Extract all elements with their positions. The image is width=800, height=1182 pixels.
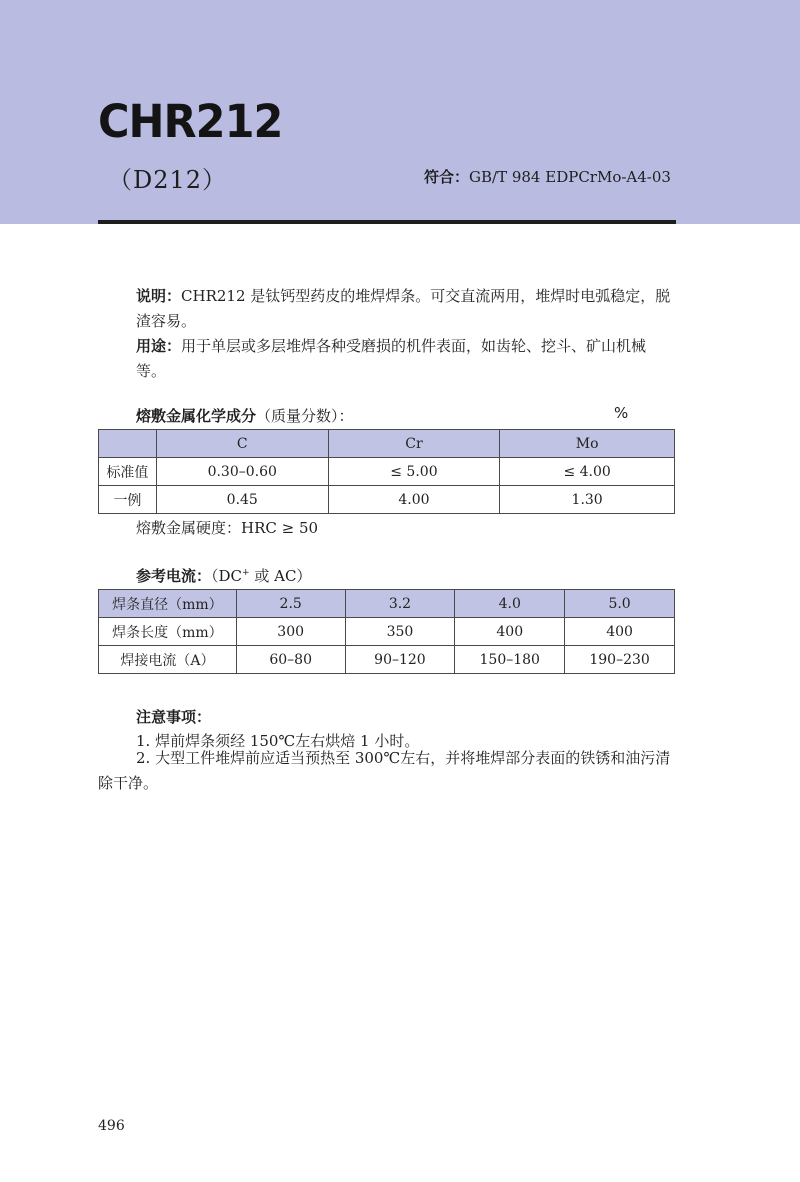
usage-label: 用途：	[136, 337, 182, 355]
row-label: 焊条直径（mm）	[99, 590, 237, 618]
page-number: 496	[98, 1118, 125, 1134]
table-row	[99, 590, 675, 618]
note-item: 2. 大型工件堆焊前应适当预热至 300℃左右，并将堆焊部分表面的铁锈和油污清除干净。	[98, 749, 671, 792]
table-cell: 190–230	[565, 646, 675, 674]
table-row	[99, 618, 675, 646]
composition-title: 熔敷金属化学成分（质量分数）：	[136, 407, 354, 425]
table-row	[99, 646, 675, 674]
composition-table	[98, 429, 675, 514]
table-cell: 2.5	[236, 590, 345, 618]
row-label: 标准值	[99, 458, 157, 486]
table-cell: 150–180	[455, 646, 565, 674]
table-cell: ≤ 4.00	[500, 458, 675, 486]
table-cell: 400	[565, 618, 675, 646]
header-cell-mo: Mo	[500, 430, 675, 458]
table-cell: 0.30–0.60	[156, 458, 328, 486]
table-cell: 1.30	[500, 486, 675, 514]
usage-paragraph	[136, 334, 676, 384]
header-divider	[98, 220, 676, 224]
table-cell: 5.0	[565, 590, 675, 618]
table-cell: 90–120	[345, 646, 455, 674]
description-paragraph	[136, 284, 676, 334]
table-cell: 3.2	[345, 590, 455, 618]
standard-label: 符合：	[424, 168, 470, 186]
table-row	[99, 486, 675, 514]
current-table	[98, 589, 675, 674]
table-cell: 4.00	[328, 486, 500, 514]
description-label: 说明：	[136, 287, 182, 305]
table-cell: 400	[455, 618, 565, 646]
row-label: 一例	[99, 486, 157, 514]
composition-header-row	[99, 430, 675, 458]
usage-text: 用于单层或多层堆焊各种受磨损的机件表面，如齿轮、挖斗、矿山机械等。	[136, 337, 647, 380]
notes-title: 注意事项：	[136, 708, 212, 726]
page-title: CHR212	[98, 96, 283, 149]
header-cell-c: C	[156, 430, 328, 458]
table-cell: 60–80	[236, 646, 345, 674]
current-title: 参考电流：（DC+ 或 AC）	[136, 567, 312, 585]
table-cell: 300	[236, 618, 345, 646]
model-subtitle: （D212）	[108, 166, 228, 194]
standard-spec	[424, 166, 671, 187]
table-cell: ≤ 5.00	[328, 458, 500, 486]
composition-unit: %	[614, 404, 629, 422]
standard-value: GB/T 984 EDPCrMo-A4-03	[469, 168, 671, 186]
table-row	[99, 458, 675, 486]
description-text: CHR212 是钛钙型药皮的堆焊焊条。可交直流两用，堆焊时电弧稳定，脱渣容易。	[136, 287, 671, 330]
note-item: 1. 焊前焊条须经 150℃左右烘焙 1 小时。	[136, 732, 420, 750]
table-cell: 4.0	[455, 590, 565, 618]
table-cell: 0.45	[156, 486, 328, 514]
row-label: 焊接电流（A）	[99, 646, 237, 674]
composition-corner-cell	[99, 430, 157, 458]
row-label: 焊条长度（mm）	[99, 618, 237, 646]
table-cell: 350	[345, 618, 455, 646]
header-cell-cr: Cr	[328, 430, 500, 458]
hardness-text: 熔敷金属硬度：HRC ≥ 50	[136, 519, 319, 537]
